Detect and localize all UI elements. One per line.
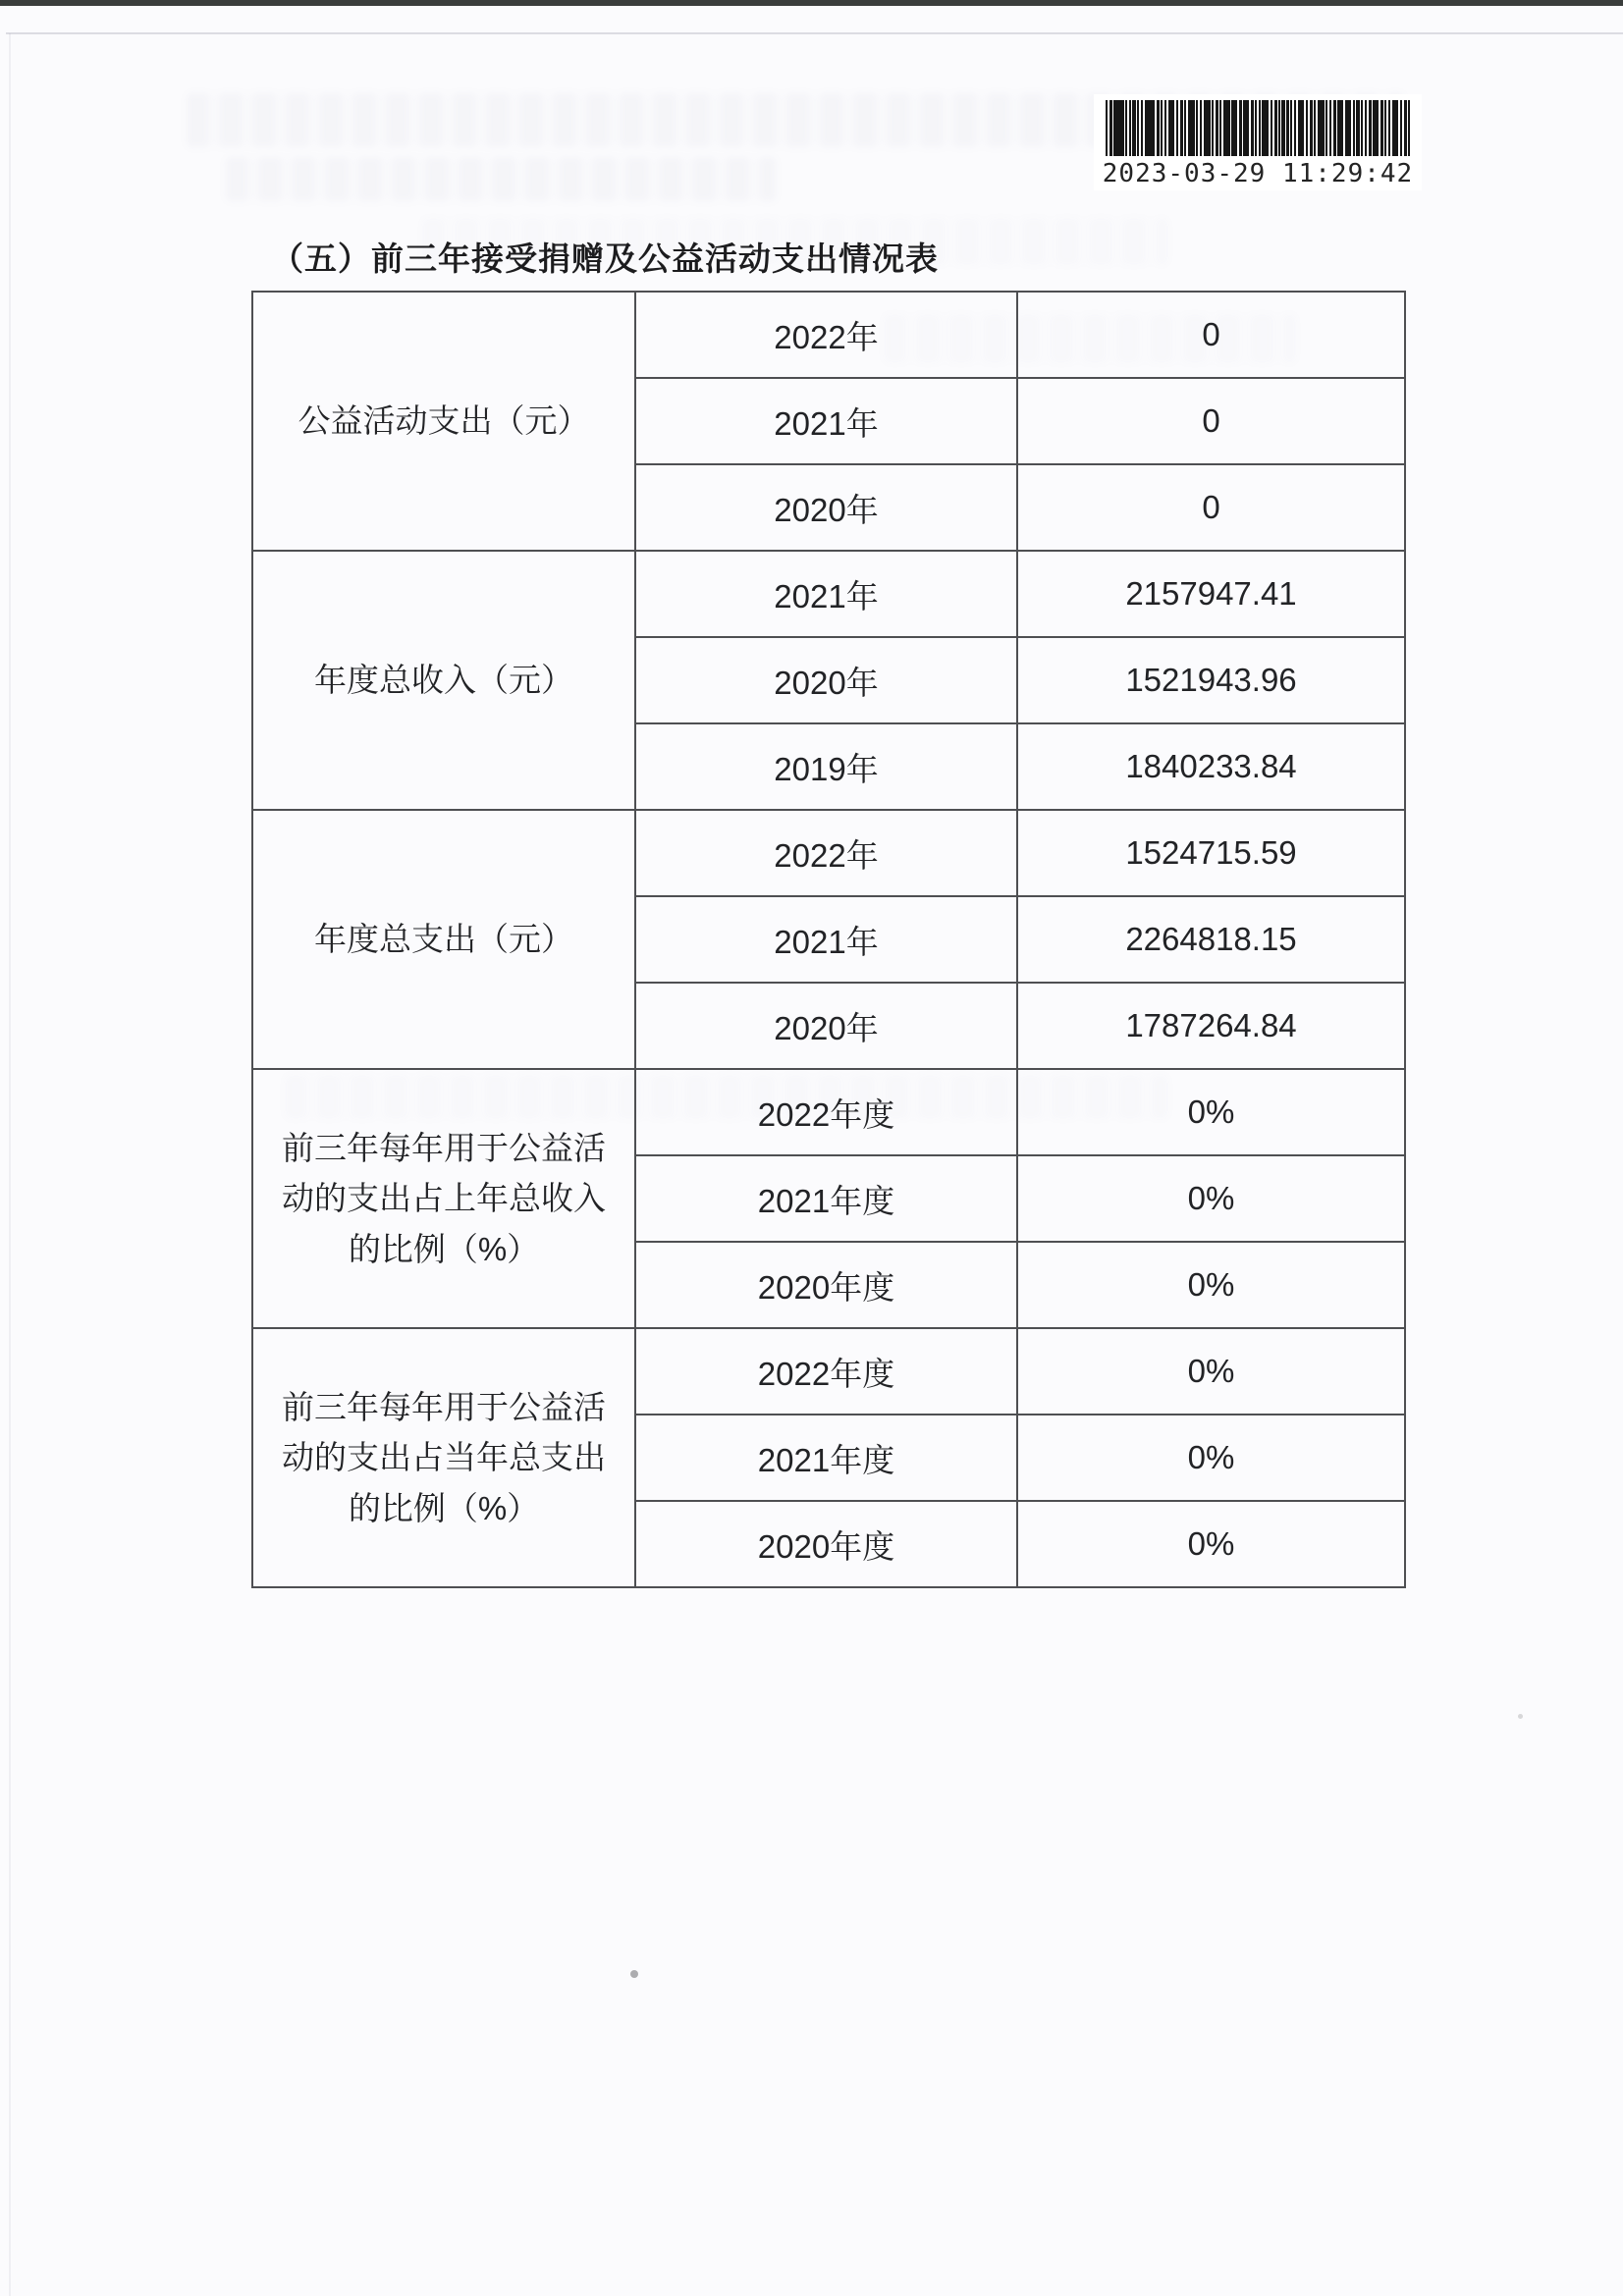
table-row	[252, 551, 1405, 637]
value-cell: 1840233.84	[1017, 723, 1405, 810]
value-cell: 0%	[1017, 1328, 1405, 1415]
value-cell: 0	[1017, 378, 1405, 464]
row-group-label: 前三年每年用于公益活动的支出占当年总支出的比例（%）	[252, 1328, 635, 1587]
paper-top-edge	[6, 32, 1623, 34]
period-cell: 2020年度	[635, 1242, 1017, 1328]
value-cell: 2264818.15	[1017, 896, 1405, 983]
table-row	[252, 292, 1405, 378]
group-ratio-to-prior-year-income	[252, 1069, 1405, 1328]
paper-left-edge	[9, 33, 11, 2296]
section-title: （五）前三年接受捐赠及公益活动支出情况表	[271, 240, 939, 277]
period-cell: 2020年	[635, 637, 1017, 723]
period-cell: 2021年度	[635, 1415, 1017, 1501]
period-cell: 2020年	[635, 983, 1017, 1069]
period-cell: 2022年	[635, 810, 1017, 896]
value-cell: 0%	[1017, 1415, 1405, 1501]
row-group-label: 年度总支出（元）	[252, 810, 635, 1069]
period-cell: 2021年	[635, 551, 1017, 637]
barcode	[1106, 100, 1410, 156]
group-ratio-to-current-year-expenditure	[252, 1328, 1405, 1587]
period-cell: 2020年度	[635, 1501, 1017, 1587]
expenditure-table	[251, 291, 1406, 1588]
value-cell: 0	[1017, 292, 1405, 378]
period-cell: 2021年	[635, 378, 1017, 464]
value-cell: 0%	[1017, 1069, 1405, 1155]
scan-speck	[630, 1970, 638, 1978]
row-group-label: 年度总收入（元）	[252, 551, 635, 810]
value-cell: 1787264.84	[1017, 983, 1405, 1069]
value-cell: 0%	[1017, 1501, 1405, 1587]
value-cell: 1521943.96	[1017, 637, 1405, 723]
table-row	[252, 1069, 1405, 1155]
table-row	[252, 1328, 1405, 1415]
value-cell: 0%	[1017, 1155, 1405, 1242]
group-public-welfare-expenditure	[252, 292, 1405, 551]
period-cell: 2022年	[635, 292, 1017, 378]
period-cell: 2022年度	[635, 1069, 1017, 1155]
row-group-label: 前三年每年用于公益活动的支出占上年总收入的比例（%）	[252, 1069, 635, 1328]
value-cell: 2157947.41	[1017, 551, 1405, 637]
value-cell: 0	[1017, 464, 1405, 551]
period-cell: 2019年	[635, 723, 1017, 810]
period-cell: 2022年度	[635, 1328, 1017, 1415]
bleedthrough-smudge	[226, 157, 776, 201]
scan-timestamp: 2023-03-29 11:29:42	[1102, 159, 1414, 188]
scanner-edge-strip	[0, 0, 1623, 6]
group-annual-total-income	[252, 551, 1405, 810]
table-row	[252, 810, 1405, 896]
period-cell: 2020年	[635, 464, 1017, 551]
group-annual-total-expenditure	[252, 810, 1405, 1069]
period-cell: 2021年	[635, 896, 1017, 983]
row-group-label: 公益活动支出（元）	[252, 292, 635, 551]
scan-barcode-block	[1094, 94, 1422, 190]
period-cell: 2021年度	[635, 1155, 1017, 1242]
scan-speck	[1518, 1714, 1523, 1719]
value-cell: 0%	[1017, 1242, 1405, 1328]
value-cell: 1524715.59	[1017, 810, 1405, 896]
